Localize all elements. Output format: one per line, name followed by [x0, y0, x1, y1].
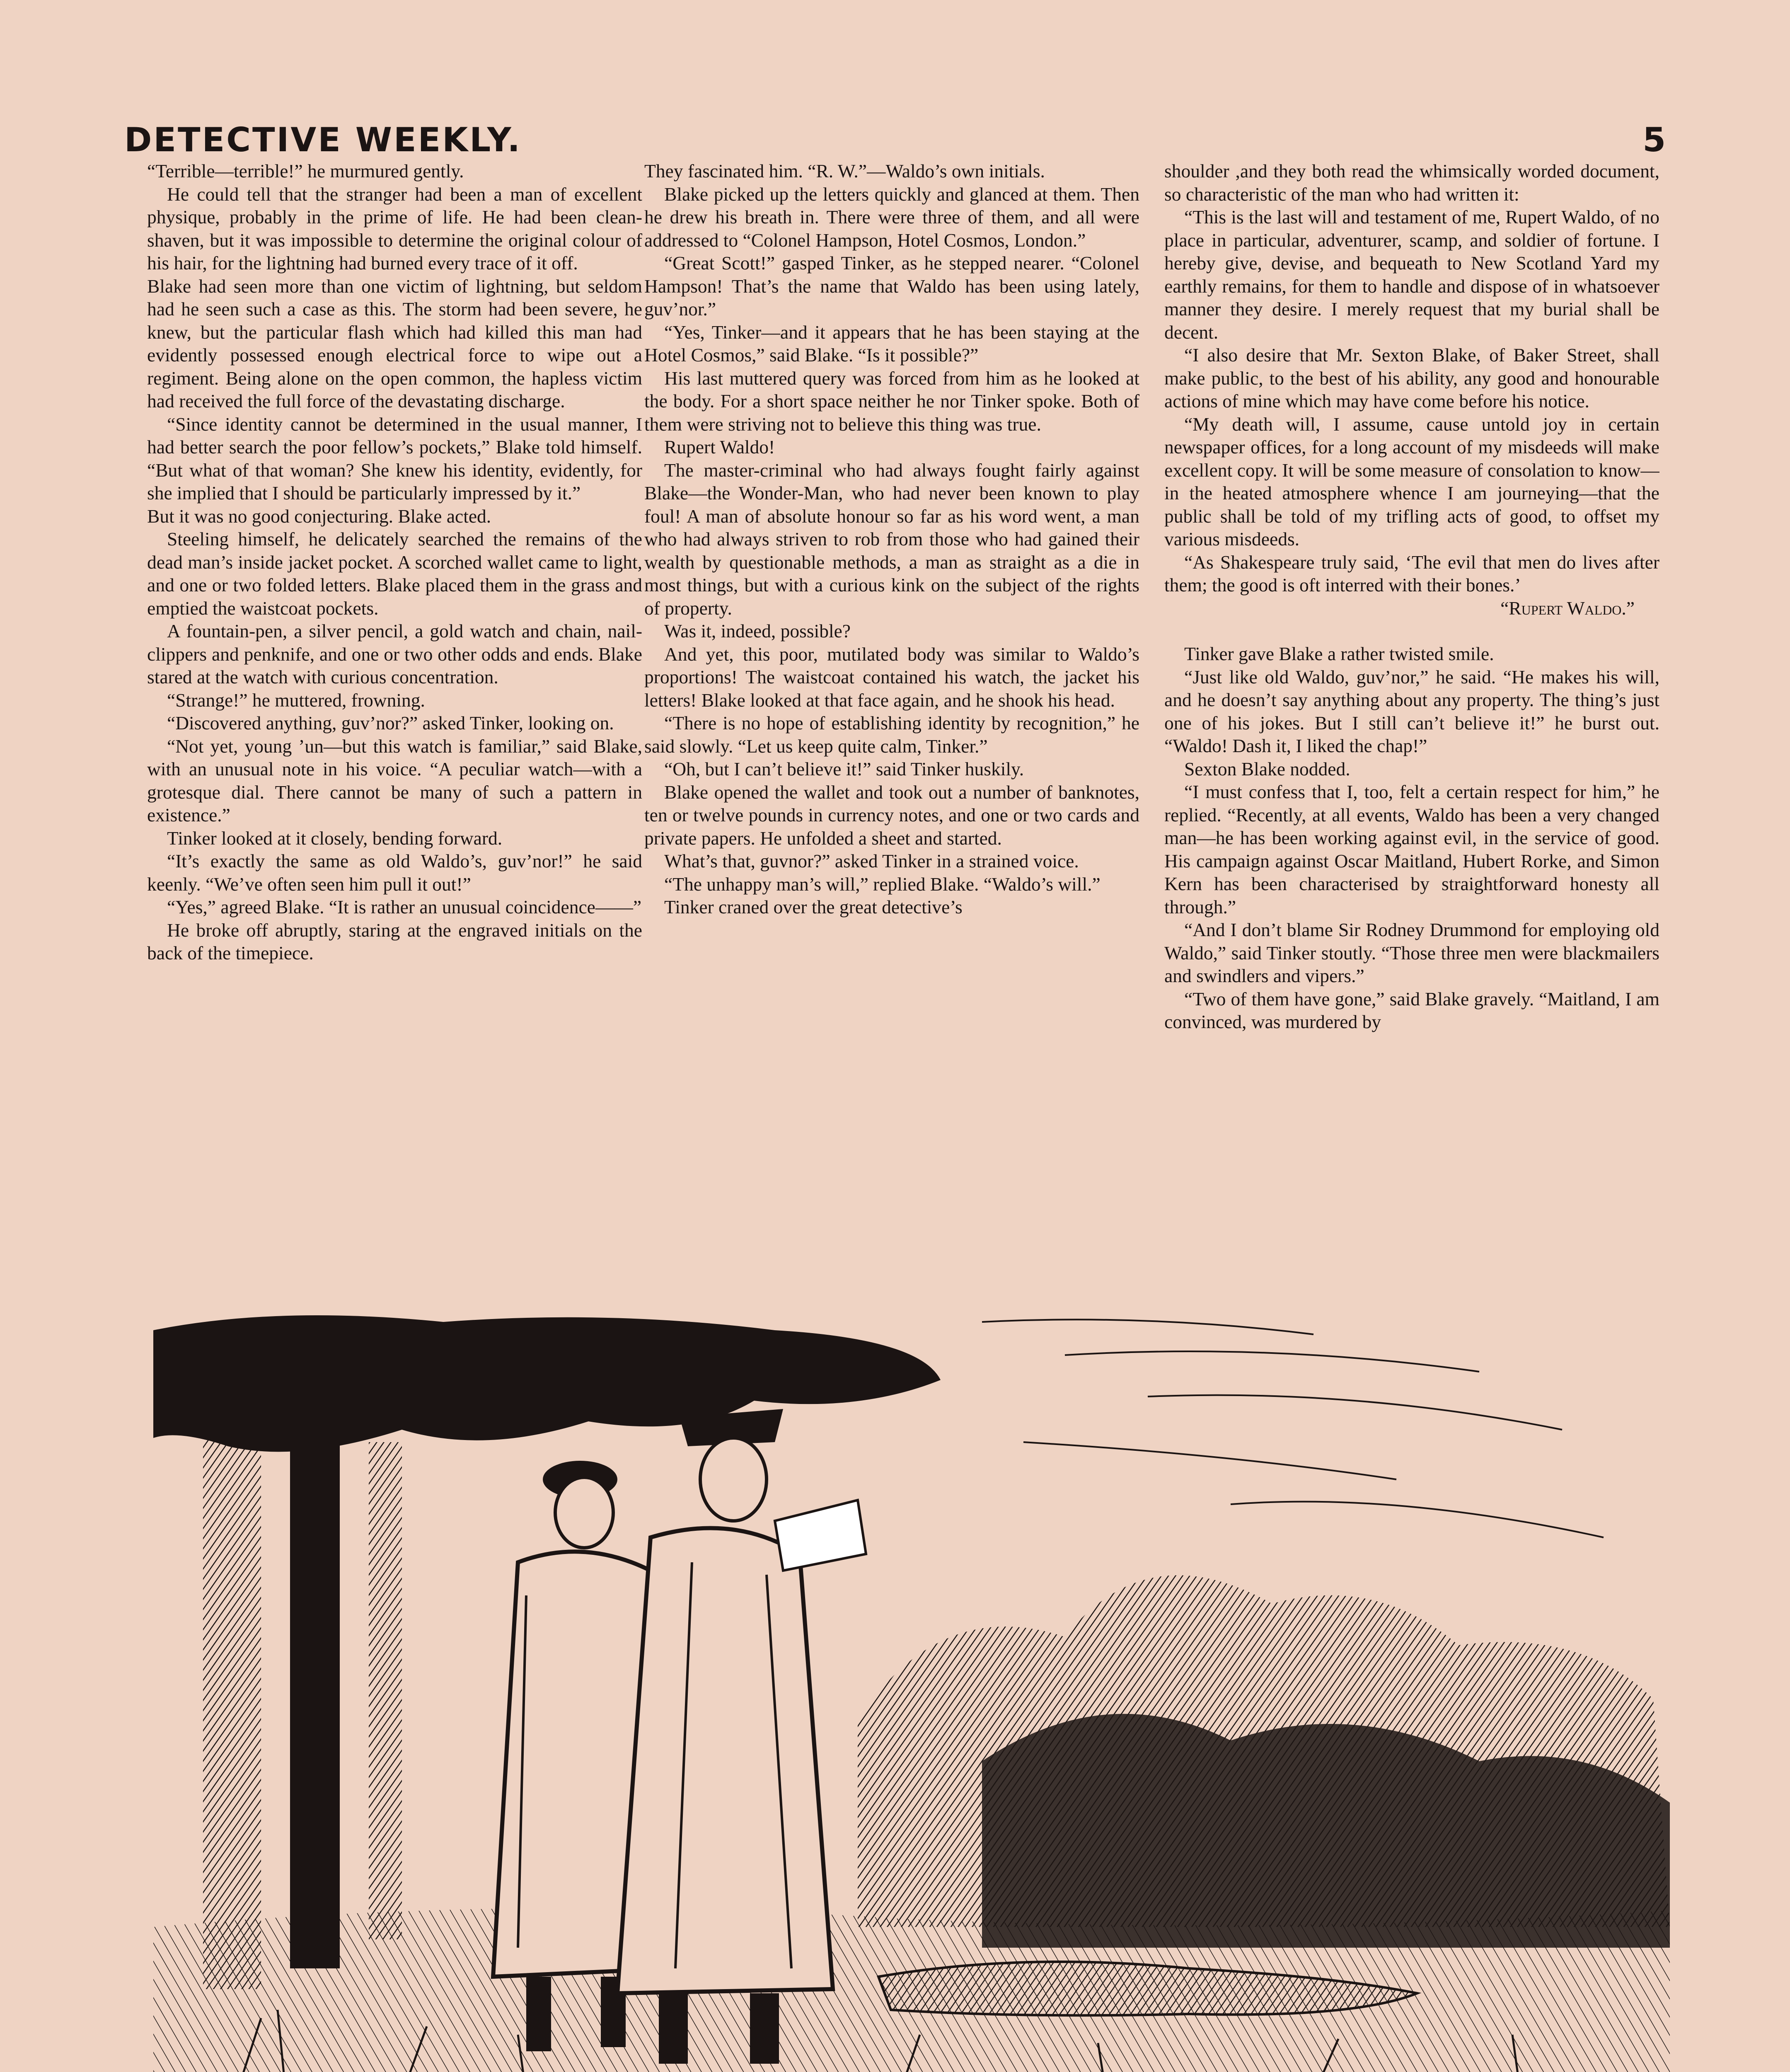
paragraph: And yet, this poor, mutilated body was similar to Waldo’s proportions! The waistcoat contained his watch, the jacket his letters! Blake looked at that face again, and he shook his head.: [644, 643, 1139, 711]
will-paragraph: “My death will, I assume, cause untold joy in certain newspaper offices, for a long account of my misdeeds will make excellent copy. It will be some measure of consolation to know—in the heated atmosphere whence I am journeying—that the public shall be told of my trifling acts of good, to offset my various misdeeds.: [1164, 413, 1659, 549]
paragraph: “There is no hope of establishing identity by recognition,” he said slowly. “Let us keep quite calm, Tinker.”: [644, 712, 1139, 757]
paragraph: Tinker craned over the great detective’s: [664, 896, 963, 917]
tree-trunk: [369, 1442, 402, 1939]
paragraph: “Oh, but I can’t believe it!” said Tinker huskily.: [664, 758, 1024, 779]
paragraph: “Strange!” he muttered, frowning.: [167, 689, 425, 711]
text-column-2: [644, 160, 1139, 1297]
publication-title: DETECTIVE WEEKLY.: [124, 121, 522, 159]
page-header: [124, 111, 1666, 157]
story-illustration: [153, 1305, 1670, 2072]
paragraph: Steeling himself, he delicately searched the remains of the dead man’s inside jacket pocket. A scorched wallet came to light, and one or two folded letters. Blake placed them in the grass and emptied the waistcoat pockets.: [147, 528, 642, 619]
paragraph: Tinker gave Blake a rather twisted smile.: [1184, 643, 1494, 664]
paragraph: Tinker looked at it closely, bending forward.: [167, 827, 503, 849]
paragraph: Blake opened the wallet and took out a number of banknotes, ten or twelve pounds in currency notes, and one or two cards and private papers. He unfolded a sheet and started.: [644, 781, 1139, 849]
paragraph: Sexton Blake nodded.: [1184, 758, 1350, 779]
paragraph: They fascinated him. “R. W.”—Waldo’s own initials.: [644, 160, 1045, 182]
tree-canopy: [153, 1315, 941, 1452]
will-signature: “Rupert Waldo.”: [1500, 597, 1635, 619]
will-paragraph: “I also desire that Mr. Sexton Blake, of Baker Street, shall make public, to the best of his ability, any good and honourable actions of mine which may have come before his notice.: [1164, 344, 1659, 411]
paragraph: “I must confess that I, too, felt a certain respect for him,” he replied. “Recently, at all events, Waldo has been a very changed man—he has been working against evil, in the service of good. His campaign against Oscar Maitland, Hubert Rorke, and Simon Kern has been characterised by straightforward honesty all through.”: [1164, 781, 1659, 917]
paragraph: “Just like old Waldo, guv’nor,” he said. “He makes his will, and he doesn’t say anything about any property. The thing’s just one of his jokes. But I still can’t believe it!” he burst out. “Waldo! Dash it, I liked the chap!”: [1164, 666, 1659, 756]
paragraph: He could tell that the stranger had been a man of excellent physique, probably in the prime of life. He had been clean-shaven, but it was impossible to determine the original colour of his hair, for the lightning had burned every trace of it off.: [147, 183, 642, 274]
paragraph: “Discovered anything, guv’nor?” asked Tinker, looking on.: [167, 712, 614, 733]
tree-trunk: [290, 1430, 340, 1968]
paragraph: Rupert Waldo!: [664, 436, 775, 457]
paragraph: “Terrible—terrible!” he murmured gently.: [147, 160, 464, 182]
paragraph: “Great Scott!” gasped Tinker, as he stepped nearer. “Colonel Hampson! That’s the name that Waldo has been using lately, guv’nor.”: [644, 252, 1139, 320]
will-paragraph: “This is the last will and testament of me, Rupert Waldo, of no place in particular, adventurer, scamp, and soldier of fortune. I hereby give, devise, and bequeath to New Scotland Yard my earthly remains, for them to handle and dispose of in whatsoever manner they desire. I merely request that my burial shall be decent.: [1164, 206, 1659, 343]
sky-streaks: [982, 1319, 1604, 1537]
illustration-drawing: [153, 1305, 1670, 2072]
paragraph: A fountain-pen, a silver pencil, a gold watch and chain, nail-clippers and penknife, and one or two other odds and ends. Blake stared at the watch with curious concentration.: [147, 620, 642, 687]
paragraph: The master-criminal who had always fought fairly against Blake—the Wonder-Man, who had never been known to play foul! A man of absolute honour so far as his word went, a man who had always striven to rob from those who had gained their wealth by questionable methods, a man as straight as a die in most things, but with a curious kink on the subject of the rights of property.: [644, 459, 1139, 619]
paragraph: Blake picked up the letters quickly and glanced at them. Then he drew his breath in. There were three of them, and all were addressed to “Colonel Hampson, Hotel Cosmos, London.”: [644, 183, 1139, 251]
paragraph: His last muttered query was forced from him as he looked at the body. For a short space neither he nor Tinker spoke. Both of them were striving not to believe this thing was true.: [644, 367, 1139, 435]
paragraph: “And I don’t blame Sir Rodney Drummond for employing old Waldo,” said Tinker stoutly. “Those three men were blackmailers and swindlers and vipers.”: [1164, 919, 1659, 986]
page-number: 5: [1642, 121, 1666, 159]
paper-sheet: [775, 1500, 866, 1571]
paragraph: But it was no good conjecturing. Blake acted.: [147, 505, 491, 527]
paragraph: “Two of them have gone,” said Blake gravely. “Maitland, I am convinced, was murdered by: [1164, 988, 1659, 1032]
paragraph: Was it, indeed, possible?: [664, 620, 851, 641]
will-paragraph: “As Shakespeare truly said, ‘The evil that men do lives after them; the good is oft interred with their bones.’: [1164, 551, 1659, 595]
paragraph: “It’s exactly the same as old Waldo’s, guv’nor!” he said keenly. “We’ve often seen him pull it out!”: [147, 850, 642, 895]
paragraph: “Not yet, young ’un—but this watch is familiar,” said Blake, with an unusual note in his voice. “A peculiar watch—with a grotesque dial. There cannot be many of such a pattern in existence.”: [147, 735, 642, 825]
paragraph: Blake had seen more than one victim of lightning, but seldom had he seen such a case as this. The storm had been severe, he knew, but the particular flash which had killed this man had evidently possessed enough electrical force to wipe out a regiment. Being alone on the open common, the hapless victim had received the full force of the devastating discharge.: [147, 275, 642, 411]
paragraph: “Yes, Tinker—and it appears that he has been staying at the Hotel Cosmos,” said Blake. “Is it possible?”: [644, 321, 1139, 366]
text-column-1: [147, 160, 642, 1297]
paragraph: “The unhappy man’s will,” replied Blake. “Waldo’s will.”: [664, 873, 1101, 895]
paragraph: “Since identity cannot be determined in the usual manner, I had better search the poor fellow’s pockets,” Blake told himself. “But what of that woman? She knew his identity, evidently, for she implied that I should be particularly impressed by it.”: [147, 413, 642, 503]
text-column-3: [1164, 160, 1659, 1297]
figure-blake: [617, 1409, 866, 2064]
tree-trunk: [203, 1409, 261, 1989]
paragraph: shoulder ,and they both read the whimsically worded document, so characteristic of the man who had written it:: [1164, 160, 1659, 205]
paragraph: What’s that, guvnor?” asked Tinker in a strained voice.: [664, 850, 1079, 871]
paragraph: “Yes,” agreed Blake. “It is rather an unusual coincidence——”: [167, 896, 642, 917]
paragraph: He broke off abruptly, staring at the engraved initials on the back of the timepiece.: [147, 919, 642, 963]
